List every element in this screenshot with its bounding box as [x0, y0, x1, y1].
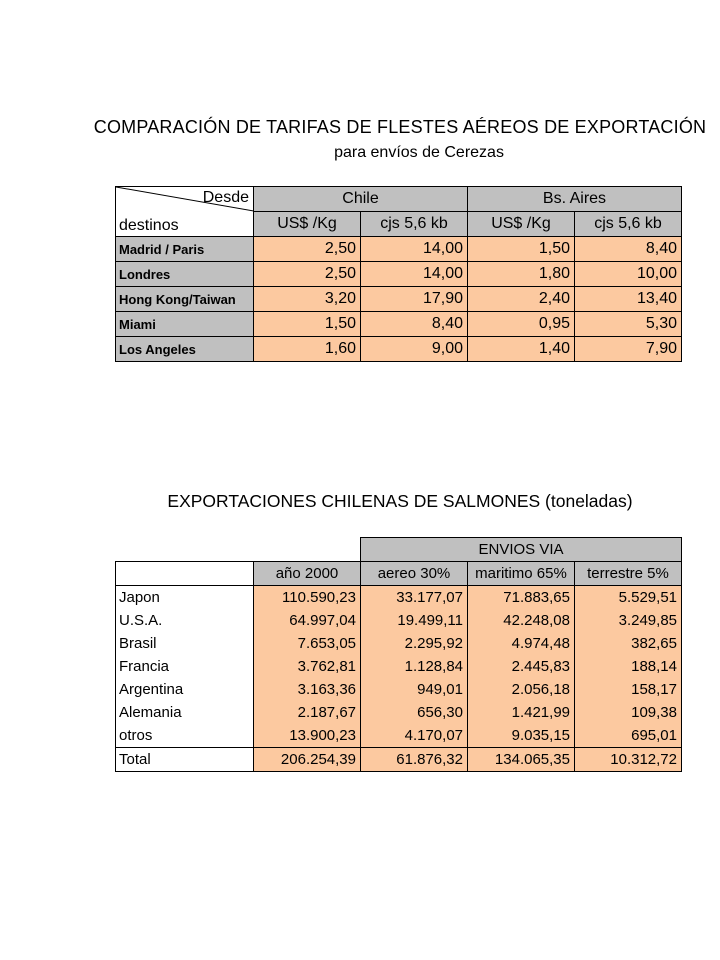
corner-desde: Desde	[202, 189, 249, 206]
value-cell: 9.035,15	[468, 724, 575, 748]
value-cell: 64.997,04	[254, 609, 361, 632]
subheader-cell: cjs 5,6 kb	[575, 212, 682, 237]
row-label: Argentina	[116, 678, 254, 701]
table-row	[116, 724, 682, 748]
rate-cell: 5,30	[575, 312, 682, 337]
total-cell: 206.254,39	[254, 748, 361, 772]
value-cell: 382,65	[575, 632, 682, 655]
table-row	[116, 655, 682, 678]
value-cell: 5.529,51	[575, 586, 682, 610]
value-cell: 188,14	[575, 655, 682, 678]
rate-cell: 10,00	[575, 262, 682, 287]
value-cell: 42.248,08	[468, 609, 575, 632]
value-cell: 2.445,83	[468, 655, 575, 678]
subheader-cell: US$ /Kg	[254, 212, 361, 237]
row-label: Brasil	[116, 632, 254, 655]
value-cell: 71.883,65	[468, 586, 575, 610]
empty-header-cell	[116, 562, 254, 586]
rate-cell: 1,80	[468, 262, 575, 287]
table-row	[116, 287, 682, 312]
empty-cell	[116, 538, 254, 562]
rate-cell: 13,40	[575, 287, 682, 312]
value-cell: 13.900,23	[254, 724, 361, 748]
rate-cell: 7,90	[575, 337, 682, 362]
rate-cell: 2,50	[254, 237, 361, 262]
row-label: Japon	[116, 586, 254, 610]
value-cell: 110.590,23	[254, 586, 361, 610]
value-cell: 7.653,05	[254, 632, 361, 655]
value-cell: 949,01	[361, 678, 468, 701]
value-cell: 4.974,48	[468, 632, 575, 655]
header-row	[116, 562, 682, 586]
row-label: Londres	[116, 262, 254, 287]
rate-cell: 3,20	[254, 287, 361, 312]
header-cell: aereo 30%	[361, 562, 468, 586]
total-cell: 61.876,32	[361, 748, 468, 772]
value-cell: 109,38	[575, 701, 682, 724]
row-label: Madrid / Paris	[116, 237, 254, 262]
value-cell: 158,17	[575, 678, 682, 701]
total-cell: 10.312,72	[575, 748, 682, 772]
total-label: Total	[116, 748, 254, 772]
rate-cell: 8,40	[361, 312, 468, 337]
table-row	[116, 678, 682, 701]
group-header-chile: Chile	[254, 187, 468, 212]
header-cell: año 2000	[254, 562, 361, 586]
value-cell: 3.249,85	[575, 609, 682, 632]
rate-cell: 1,50	[468, 237, 575, 262]
rate-cell: 2,40	[468, 287, 575, 312]
table-row	[116, 586, 682, 610]
row-label: Hong Kong/Taiwan	[116, 287, 254, 312]
freight-rates-table	[115, 186, 682, 362]
table-row	[116, 609, 682, 632]
rate-cell: 8,40	[575, 237, 682, 262]
table1-subtitle: para envíos de Cerezas	[334, 144, 504, 161]
value-cell: 2.295,92	[361, 632, 468, 655]
value-cell: 695,01	[575, 724, 682, 748]
table-row	[116, 312, 682, 337]
value-cell: 2.056,18	[468, 678, 575, 701]
table-row	[116, 701, 682, 724]
table-row	[116, 262, 682, 287]
table1-title: COMPARACIÓN DE TARIFAS DE FLESTES AÉREOS DE EXPORTACIÓN	[93, 117, 707, 137]
header-cell: terrestre 5%	[575, 562, 682, 586]
salmon-exports-table	[115, 537, 682, 772]
value-cell: 33.177,07	[361, 586, 468, 610]
total-cell: 134.065,35	[468, 748, 575, 772]
value-cell: 1.128,84	[361, 655, 468, 678]
value-cell: 2.187,67	[254, 701, 361, 724]
rate-cell: 2,50	[254, 262, 361, 287]
table-row	[116, 337, 682, 362]
row-label: Francia	[116, 655, 254, 678]
rate-cell: 17,90	[361, 287, 468, 312]
row-label: Los Angeles	[116, 337, 254, 362]
rate-cell: 0,95	[468, 312, 575, 337]
subheader-cell: US$ /Kg	[468, 212, 575, 237]
table-row	[116, 632, 682, 655]
subheader-cell: cjs 5,6 kb	[361, 212, 468, 237]
rate-cell: 9,00	[361, 337, 468, 362]
row-label: Miami	[116, 312, 254, 337]
rate-cell: 1,40	[468, 337, 575, 362]
corner-destinos: destinos	[119, 217, 179, 234]
group-header-row	[116, 538, 682, 562]
rate-cell: 1,60	[254, 337, 361, 362]
table2-title: EXPORTACIONES CHILENAS DE SALMONES (toneladas)	[167, 491, 633, 511]
empty-cell	[254, 538, 361, 562]
value-cell: 4.170,07	[361, 724, 468, 748]
row-label: U.S.A.	[116, 609, 254, 632]
corner-header-cell	[116, 187, 254, 237]
group-header-row	[116, 187, 682, 212]
value-cell: 3.163,36	[254, 678, 361, 701]
rate-cell: 1,50	[254, 312, 361, 337]
header-cell: maritimo 65%	[468, 562, 575, 586]
value-cell: 656,30	[361, 701, 468, 724]
value-cell: 3.762,81	[254, 655, 361, 678]
rate-cell: 14,00	[361, 237, 468, 262]
value-cell: 1.421,99	[468, 701, 575, 724]
row-label: Alemania	[116, 701, 254, 724]
table-row	[116, 237, 682, 262]
group-header-bs-aires: Bs. Aires	[468, 187, 682, 212]
group-header-envios-via: ENVIOS VIA	[361, 538, 682, 562]
row-label: otros	[116, 724, 254, 748]
rate-cell: 14,00	[361, 262, 468, 287]
value-cell: 19.499,11	[361, 609, 468, 632]
total-row	[116, 748, 682, 772]
